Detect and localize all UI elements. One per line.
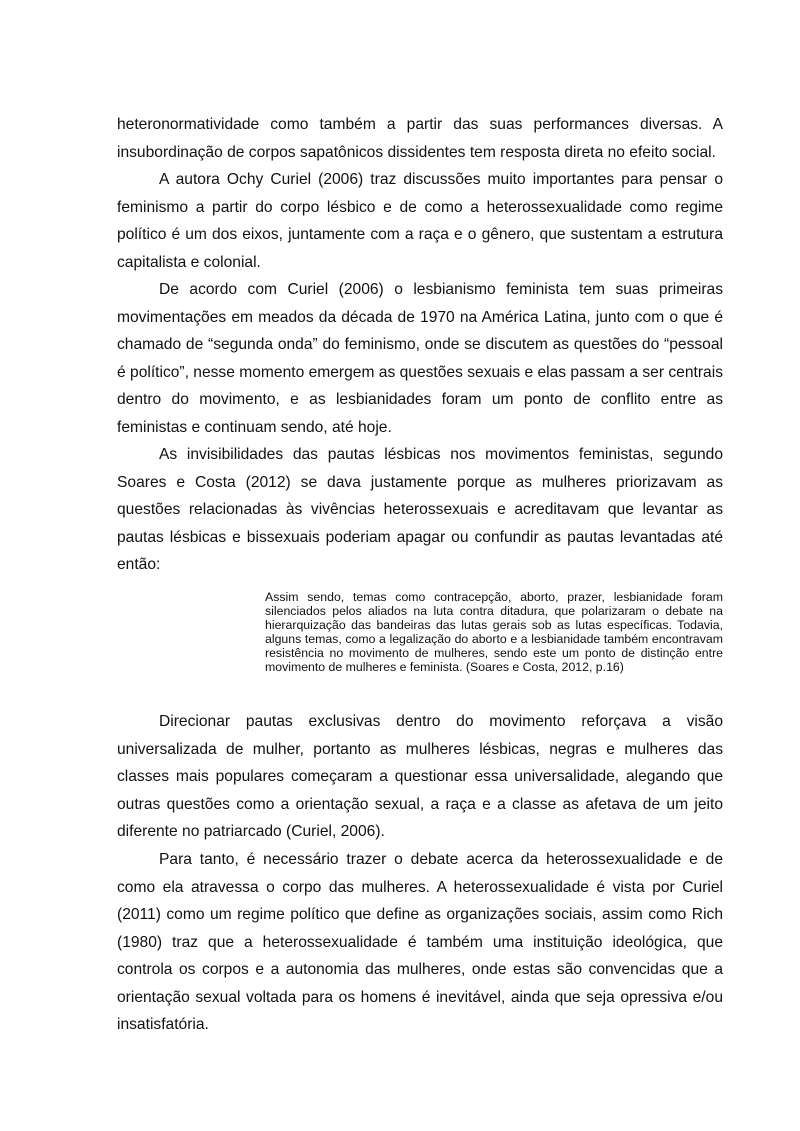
paragraph-continuation: heteronormatividade como também a partir das suas performances diversas. A insubordinação de corpos sapatônicos dissidentes tem resposta direta no efeito social. xyxy=(117,116,723,161)
paragraph-direcionar-pautas: Direcionar pautas exclusivas dentro do movimento reforçava a visão universalizada de mulher, portanto as mulheres lésbicas, negras e mulheres das classes mais populares começaram a questionar essa universalidade, alegando que outras questões como a orientação sexual, a raça e a classe as afetava de um jeito diferente no patriarcado (Curiel, 2006). xyxy=(117,713,723,840)
block-quote: Assim sendo, temas como contracepção, aborto, prazer, lesbianidade foram silenciados pelos aliados na luta contra ditadura, que polarizaram o debate na hierarquização das bandeiras das lutas gerais sob as lutas específicas. Todavia, alguns temas, como a legalização do aborto e a lesbianidade também encontravam resistência no movimento de mulheres, sendo este um ponto de distinção entre movimento de mulheres e feminista. (Soares e Costa, 2012, p.16) xyxy=(265,590,723,674)
paragraph-heterossexualidade: Para tanto, é necessário trazer o debate acerca da heterossexualidade e de como ela atravessa o corpo das mulheres. A heterossexualidade é vista por Curiel (2011) como um regime político que define as organizações sociais, assim como Rich (1980) traz que a heterossexualidade é também uma instituição ideológica, que controla os corpos e a autonomia das mulheres, onde estas são convencidas que a orientação sexual voltada para os homens é inevitável, ainda que seja opressiva e/ou insatisfatória. xyxy=(117,851,723,1033)
paragraph-invisibilidades: As invisibilidades das pautas lésbicas nos movimentos feministas, segundo Soares e Costa (2012) se dava justamente porque as mulheres priorizavam as questões relacionadas às vivências heterossexuais e acreditavam que levantar as pautas lésbicas e bissexuais poderiam apagar ou confundir as pautas levantadas até então: xyxy=(117,446,723,573)
paragraph-lesbianismo-feminista: De acordo com Curiel (2006) o lesbianismo feminista tem suas primeiras movimentações em meados da década de 1970 na América Latina, junto com o que é chamado de “segunda onda” do feminismo, onde se discutem as questões do “pessoal é político”, nesse momento emergem as questões sexuais e elas passam a ser centrais dentro do movimento, e as lesbianidades foram um ponto de conflito entre as feministas e continuam sendo, até hoje. xyxy=(117,281,723,436)
paragraph-curiel-intro: A autora Ochy Curiel (2006) traz discussões muito importantes para pensar o feminismo a partir do corpo lésbico e de como a heterossexualidade como regime político é um dos eixos, juntamente com a raça e o gênero, que sustentam a estrutura capitalista e colonial. xyxy=(117,171,723,271)
